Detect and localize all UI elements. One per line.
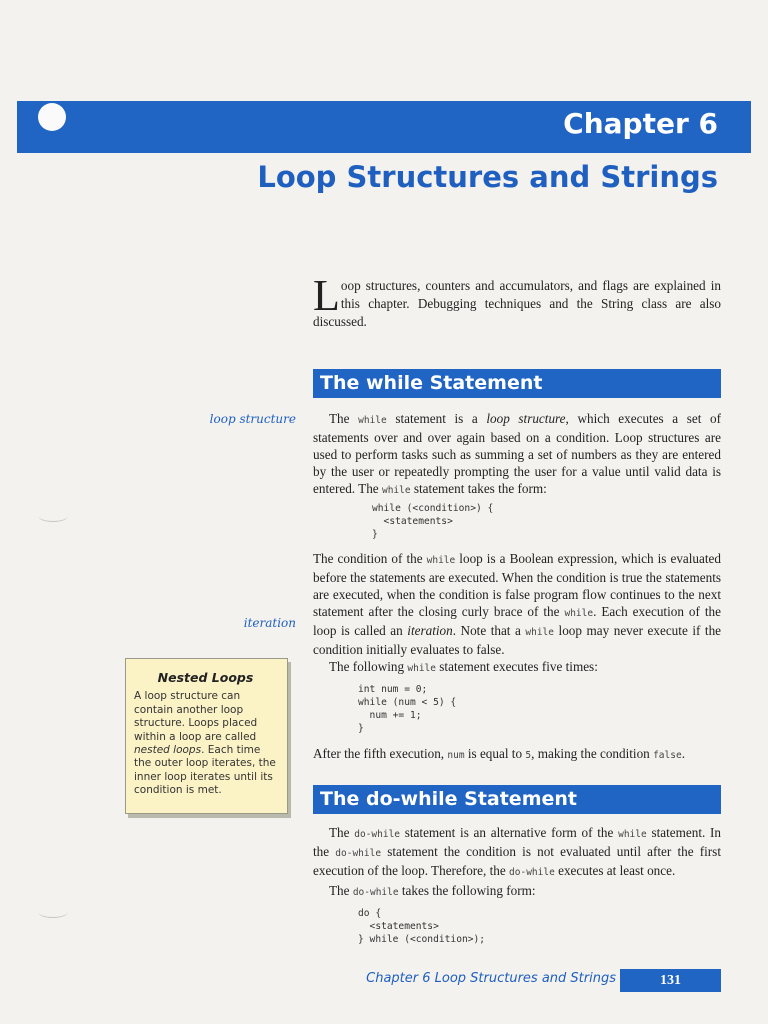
section-heading-while: The while Statement — [313, 369, 721, 398]
note-body — [134, 690, 277, 797]
scan-mark — [38, 906, 68, 918]
intro-text: oop structures, counters and accumulators, and flags are explained in this chapter. Debugging techniques and the String class are also discussed. — [313, 278, 721, 329]
drop-cap: L — [313, 271, 340, 320]
inline-code: do-while — [509, 867, 555, 878]
nested-loops-note — [125, 658, 288, 814]
chapter-number: Chapter 6 — [563, 107, 718, 140]
text-run: , which executes a set of statements over and over again based on a condition. Loop structures are used to perform tasks such as summing a set of numbers as they are entered by the user or repeatedly prompting the user for a value until valid data is entered. The — [313, 411, 721, 496]
running-footer-title: Chapter 6 Loop Structures and Strings — [366, 971, 616, 986]
text-run: executes at least once. — [554, 863, 676, 878]
while-paragraph-1 — [313, 410, 721, 499]
margin-term-loop-structure: loop structure — [209, 412, 296, 426]
text-run: The — [329, 411, 359, 426]
text-run: statement. In the — [313, 825, 721, 859]
text-run: statement is a — [386, 411, 487, 426]
text-run: The — [329, 883, 353, 898]
note-title: Nested Loops — [157, 670, 254, 685]
inline-code: while — [381, 485, 411, 496]
binder-hole — [38, 103, 66, 131]
inline-code: do-while — [352, 887, 399, 898]
inline-code: while — [407, 663, 436, 674]
text-run: loop is a Boolean expression, which is evaluated before the statements are executed. When the condition is true the statements are executed, when the condition is false program flow continues to the next statement after the closing curly brace of the — [313, 551, 721, 619]
inline-code: num — [447, 750, 465, 761]
section-heading-do-while: The do-while Statement — [313, 785, 721, 814]
term-emphasis: iteration — [407, 623, 453, 638]
inline-code: while — [564, 608, 594, 619]
page-number: 131 — [620, 969, 721, 992]
text-run: The following — [329, 659, 408, 674]
text-run: . — [681, 746, 685, 761]
text-run: statement is an alternative form of the — [400, 825, 619, 840]
text-run: loop may never execute if the condition initially evaluates to false. — [313, 623, 722, 657]
text-run: . Note that a — [452, 623, 526, 638]
term-emphasis: loop structure — [486, 411, 566, 426]
text-run: The condition of the — [313, 551, 427, 566]
do-while-paragraph-2 — [313, 882, 721, 901]
text-run: . Each execution of the loop is called an — [313, 604, 722, 638]
term-emphasis: nested loops — [134, 744, 202, 757]
text-run: statement the condition is not evaluated until after the first execution of the loop. Therefore, the — [313, 844, 721, 878]
code-block-while-form: while (<condition>) { <statements> } — [372, 503, 494, 540]
text-run: . Each time the outer loop iterates, the inner loop iterates until its condition is met. — [134, 744, 276, 797]
code-block-do-while-form: do { <statements> } while (<condition>); — [358, 908, 486, 945]
chapter-title: Loop Structures and Strings — [257, 160, 718, 194]
inline-code: false — [653, 750, 682, 761]
while-paragraph-3 — [313, 658, 721, 677]
inline-code: while — [426, 555, 456, 566]
margin-term-iteration: iteration — [243, 616, 296, 630]
text-run: After the fifth execution, — [313, 746, 448, 761]
inline-code: do-while — [354, 829, 401, 840]
while-paragraph-4 — [313, 745, 721, 764]
text-run: is equal to — [464, 746, 526, 761]
while-paragraph-2 — [313, 550, 721, 658]
chapter-intro — [313, 271, 721, 331]
text-run: , making the condition — [531, 746, 654, 761]
text-run: The — [329, 825, 355, 840]
inline-code: do-while — [335, 848, 382, 859]
inline-code: while — [358, 415, 387, 426]
scan-mark — [38, 510, 68, 522]
text-run: takes the following form: — [398, 883, 536, 898]
do-while-paragraph-1 — [313, 824, 721, 881]
inline-code: while — [618, 829, 647, 840]
code-block-while-example: int num = 0; while (num < 5) { num += 1; } — [358, 684, 457, 734]
inline-code: while — [525, 627, 554, 638]
text-run: statement takes the form: — [410, 481, 547, 496]
inline-code: 5 — [525, 750, 532, 761]
text-run: A loop structure can contain another loop structure. Loops placed within a loop are called — [134, 690, 258, 743]
text-run: statement executes five times: — [436, 659, 598, 674]
